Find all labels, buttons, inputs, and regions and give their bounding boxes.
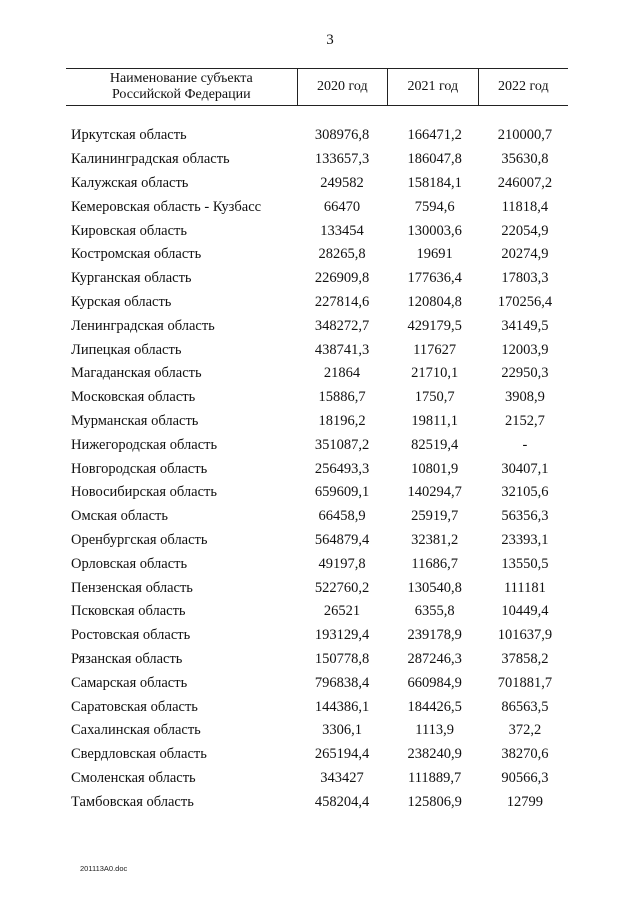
region-name-cell: Свердловская область [71, 746, 207, 763]
value-2020-cell: 28265,8 [318, 246, 366, 263]
value-2021-cell: 140294,7 [407, 484, 462, 501]
value-2021-cell: 6355,8 [414, 603, 455, 620]
table-row [66, 457, 568, 481]
page-number: 3 [326, 32, 334, 48]
value-2020-cell: 522760,2 [314, 579, 370, 596]
value-2021-cell: 287246,3 [407, 650, 462, 667]
value-2022-cell: 210000,7 [497, 127, 553, 144]
region-name-cell: Иркутская область [71, 127, 187, 144]
value-2021-cell: 130003,6 [407, 222, 462, 239]
value-2020-cell: 265194,4 [314, 746, 370, 763]
value-2021-cell: 32381,2 [411, 531, 459, 548]
value-2021-cell: 1113,9 [415, 722, 455, 739]
value-2020-cell: 226909,8 [314, 270, 370, 287]
table-row [66, 433, 568, 457]
value-2021-cell: 429179,5 [407, 317, 462, 334]
region-name-cell: Омская область [71, 508, 168, 525]
document-id: 201113A0.doc [80, 864, 128, 873]
table-row [66, 386, 568, 410]
value-2021-cell: 177636,4 [407, 270, 462, 287]
data-table [66, 68, 568, 810]
value-2022-cell: 2152,7 [504, 412, 545, 429]
table-row [66, 600, 568, 624]
value-2022-cell: 246007,2 [497, 174, 553, 191]
value-2021-cell: 21710,1 [411, 365, 459, 382]
region-name-cell: Мурманская область [71, 412, 199, 429]
value-2022-cell: 3908,9 [504, 389, 545, 406]
value-2021-cell: 120804,8 [407, 293, 462, 310]
value-2020-cell: 26521 [323, 603, 361, 620]
value-2021-cell: 117627 [413, 341, 457, 358]
table-row [66, 410, 568, 434]
table-row [66, 124, 568, 148]
header-year-2021: 2021 год [387, 69, 477, 105]
region-name-cell: Ростовская область [71, 627, 191, 644]
table-row [66, 338, 568, 362]
value-2020-cell: 351087,2 [314, 436, 370, 453]
value-2020-cell: 564879,4 [314, 531, 370, 548]
value-2021-cell: 19811,1 [411, 412, 458, 429]
region-name-cell: Сахалинская область [71, 722, 201, 739]
value-2021-cell: 19691 [416, 246, 453, 263]
value-2022-cell: 23393,1 [501, 531, 549, 548]
value-2022-cell: 12799 [506, 793, 544, 810]
value-2020-cell: 144386,1 [314, 698, 370, 715]
table-row [66, 267, 568, 291]
value-2020-cell: 308976,8 [314, 127, 370, 144]
value-2021-cell: 125806,9 [407, 793, 462, 810]
table-row [66, 362, 568, 386]
value-2020-cell: 193129,4 [314, 627, 370, 644]
table-row [66, 195, 568, 219]
table-row [66, 172, 568, 196]
value-2022-cell: 35630,8 [501, 151, 549, 168]
region-name-cell: Псковская область [71, 603, 186, 620]
table-row [66, 671, 568, 695]
region-name-cell: Калужская область [71, 174, 189, 191]
region-name-cell: Орловская область [71, 555, 188, 572]
region-name-cell: Костромская область [71, 246, 202, 263]
value-2020-cell: 458204,4 [314, 793, 370, 810]
table-row [66, 648, 568, 672]
value-2020-cell: 18196,2 [318, 412, 366, 429]
value-2022-cell: 12003,9 [501, 341, 549, 358]
region-name-cell: Курская область [71, 293, 172, 310]
value-2022-cell: 56356,3 [501, 508, 549, 525]
table-row [66, 624, 568, 648]
region-name-cell: Магаданская область [71, 365, 202, 382]
value-2022-cell: 170256,4 [497, 293, 553, 310]
header-year-2020: 2020 год [297, 69, 387, 105]
table-body [66, 124, 568, 814]
value-2022-cell: 20274,9 [501, 246, 549, 263]
value-2021-cell: 660984,9 [407, 674, 462, 691]
value-2021-cell: 239178,9 [407, 627, 462, 644]
table-row [66, 505, 568, 529]
value-2020-cell: 348272,7 [314, 317, 370, 334]
value-2022-cell: 101637,9 [497, 627, 553, 644]
value-2021-cell: 130540,8 [407, 579, 462, 596]
value-2022-cell: 11818,4 [501, 198, 549, 215]
region-name-cell: Калининградская область [71, 151, 230, 168]
region-name-cell: Саратовская область [71, 698, 198, 715]
value-2020-cell: 659609,1 [314, 484, 370, 501]
value-2021-cell: 186047,8 [407, 151, 462, 168]
value-2020-cell: 249582 [320, 174, 364, 191]
table-row [66, 552, 568, 576]
region-name-cell: Липецкая область [71, 341, 182, 358]
value-2022-cell: 32105,6 [501, 484, 549, 501]
region-name-cell: Ленинградская область [71, 317, 215, 334]
value-2020-cell: 256493,3 [314, 460, 370, 477]
region-name-cell: Нижегородская область [71, 436, 218, 453]
value-2020-cell: 343427 [320, 769, 364, 786]
value-2022-cell: 10449,4 [501, 603, 549, 620]
region-name-cell: Кемеровская область - Кузбасс [71, 198, 262, 215]
table-header [66, 68, 568, 106]
value-2021-cell: 7594,6 [414, 198, 455, 215]
table-row [66, 219, 568, 243]
table-row [66, 481, 568, 505]
region-name-cell: Курганская область [71, 270, 192, 287]
value-2022-cell: 17803,3 [501, 270, 549, 287]
value-2021-cell: 238240,9 [407, 746, 462, 763]
value-2022-cell: 22950,3 [501, 365, 549, 382]
region-name-cell: Рязанская область [71, 650, 183, 667]
table-row [66, 576, 568, 600]
value-2021-cell: 1750,7 [414, 389, 455, 406]
region-name-cell: Новгородская область [71, 460, 208, 477]
value-2022-cell: 701881,7 [497, 674, 553, 691]
header-year-2022: 2022 год [478, 69, 568, 105]
value-2020-cell: 133657,3 [314, 151, 370, 168]
value-2022-cell: - [522, 436, 528, 453]
region-name-cell: Пензенская область [71, 579, 193, 596]
value-2020-cell: 3306,1 [322, 722, 362, 739]
value-2022-cell: 111181 [503, 579, 546, 596]
value-2021-cell: 166471,2 [407, 127, 462, 144]
table-row [66, 148, 568, 172]
value-2020-cell: 15886,7 [318, 389, 366, 406]
table-row [66, 790, 568, 814]
value-2021-cell: 25919,7 [411, 508, 459, 525]
table-row [66, 743, 568, 767]
value-2021-cell: 111889,7 [408, 769, 462, 786]
value-2022-cell: 372,2 [508, 722, 542, 739]
header-region-name [66, 69, 297, 105]
value-2022-cell: 30407,1 [501, 460, 549, 477]
value-2022-cell: 22054,9 [501, 222, 549, 239]
value-2021-cell: 82519,4 [411, 436, 459, 453]
value-2020-cell: 796838,4 [314, 674, 370, 691]
value-2021-cell: 158184,1 [407, 174, 462, 191]
region-name-cell: Московская область [71, 389, 196, 406]
region-name-cell: Самарская область [71, 674, 188, 691]
region-name-cell: Тамбовская область [71, 793, 194, 810]
region-name-cell: Смоленская область [71, 769, 196, 786]
table-row [66, 291, 568, 315]
value-2020-cell: 133454 [320, 222, 364, 239]
value-2020-cell: 438741,3 [314, 341, 370, 358]
value-2022-cell: 37858,2 [501, 650, 549, 667]
value-2020-cell: 150778,8 [314, 650, 370, 667]
value-2020-cell: 66470 [323, 198, 361, 215]
value-2020-cell: 66458,9 [318, 508, 366, 525]
value-2022-cell: 90566,3 [501, 769, 549, 786]
table-row [66, 695, 568, 719]
value-2020-cell: 227814,6 [314, 293, 370, 310]
value-2022-cell: 13550,5 [501, 555, 549, 572]
value-2021-cell: 184426,5 [407, 698, 462, 715]
header-region-name-line2: Российской Федерации [111, 87, 251, 102]
region-name-cell: Кировская область [71, 222, 188, 239]
value-2021-cell: 10801,9 [411, 460, 459, 477]
value-2022-cell: 34149,5 [501, 317, 549, 334]
table-row [66, 529, 568, 553]
value-2020-cell: 21864 [323, 365, 361, 382]
region-name-cell: Новосибирская область [71, 484, 217, 501]
value-2022-cell: 38270,6 [501, 746, 549, 763]
region-name-cell: Оренбургская область [71, 531, 208, 548]
value-2022-cell: 86563,5 [501, 698, 549, 715]
table-row [66, 314, 568, 338]
table-row [66, 767, 568, 791]
value-2020-cell: 49197,8 [318, 555, 366, 572]
table-row [66, 719, 568, 743]
header-region-name-line1: Наименование субъекта [109, 71, 253, 86]
table-row [66, 243, 568, 267]
value-2021-cell: 11686,7 [411, 555, 458, 572]
